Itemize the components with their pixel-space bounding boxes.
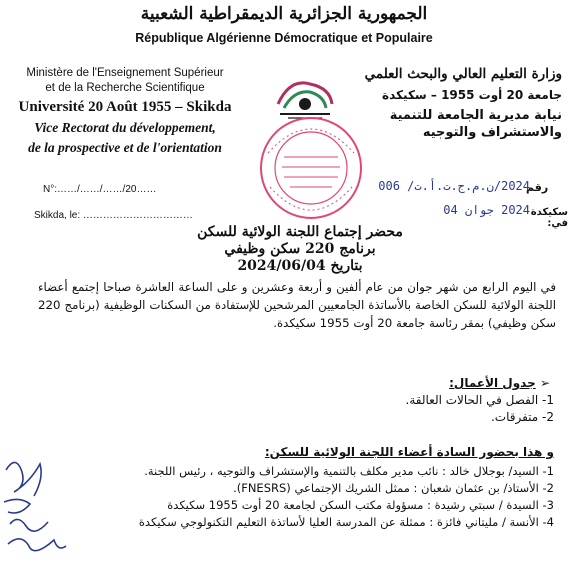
agenda-list bbox=[300, 392, 554, 426]
state-name-arabic: الجمهورية الجزائرية الديمقراطية الشعبية bbox=[140, 4, 428, 24]
members-list bbox=[10, 463, 554, 531]
list-item: 3- السيدة / سبتي رشيدة : مسؤولة مكتب السكن لجامعة 20 أوت 1955 سكيكدة bbox=[167, 498, 554, 512]
list-item: 2- متفرقات. bbox=[490, 410, 554, 424]
agenda-heading-text: جدول الأعمال: bbox=[449, 376, 536, 390]
arrow-bullet-icon: ➢ bbox=[535, 376, 550, 390]
vice-rectorat-line1: Vice Rectorat du développement, bbox=[34, 120, 216, 135]
reference-number-french: N°:……/……/……/20…… bbox=[43, 184, 157, 195]
document-title bbox=[160, 224, 440, 275]
agenda-heading bbox=[300, 376, 550, 390]
state-name-french: République Algérienne Démocratique et Populaire bbox=[135, 31, 433, 45]
list-item: 1- السيد/ بوجلال خالد : نائب مدير مكلف بالتنمية والإستشراف والتوجيه ، رئيس اللجنة. bbox=[144, 464, 554, 478]
signature-icon bbox=[0, 452, 70, 564]
vice-rectorat-line2: de la prospective et de l'orientation bbox=[28, 140, 222, 155]
ministry-line1: Ministère de l'Enseignement Supérieur bbox=[26, 67, 224, 79]
reference-date-arabic-label: سكيكدة في: bbox=[530, 207, 568, 229]
institution-block-arabic bbox=[344, 66, 562, 141]
reference-number-arabic-value: 2024/ن.م.ج.ت.أ.ت/ 006 bbox=[378, 179, 530, 193]
reference-date-french: Skikda, le: …………………………… bbox=[34, 210, 193, 221]
title-line1: محضر إجتماع اللجنة الولائية للسكن bbox=[197, 224, 403, 240]
intro-paragraph: في اليوم الرابع من شهر جوان من عام ألفين و أربعة وعشرين و على الساعة العاشرة صباحا إجتمع أعضاء اللجنة الولائية للسكن الخاصة بالأساتذة الجامعيين المرشحين للإستفادة من السكنات الوظيفية (برنامج 220 سكن وظيفي) بمقر رئاسة جامعة 20 أوت 1955 سكيكدة. bbox=[38, 280, 556, 330]
university-name-arabic: جامعة 20 أوت 1955 – سكيكدة bbox=[382, 88, 562, 102]
directorate-line1: نيابة مديرية الجامعة للتنمية bbox=[389, 108, 562, 123]
ministry-arabic: وزارة التعليم العالي والبحث العلمي bbox=[364, 66, 562, 82]
title-line3: بتاريخ 2024/06/04 bbox=[237, 258, 363, 274]
list-item: 4- الأنسة / مليتاني فائزة : ممثلة عن المدرسة العليا لأساتذة التعليم التكنولوجي سكيكدة bbox=[138, 515, 554, 529]
list-item: 2- الأستاذ/ بن عثمان شعبان : ممثل الشريك الإجتماعي (FNESRS). bbox=[233, 481, 554, 495]
institution-block-french bbox=[2, 66, 248, 156]
official-stamp-icon bbox=[256, 113, 366, 223]
directorate-line2: والاستشراف والتوجيه bbox=[422, 125, 562, 140]
list-item: 1- الفصل في الحالات العالقة. bbox=[405, 393, 554, 407]
ministry-line2: et de la Recherche Scientifique bbox=[45, 82, 205, 94]
university-name-french: Université 20 Août 1955 – Skikda bbox=[18, 99, 232, 115]
reference-number-arabic-label: رقم bbox=[526, 181, 549, 194]
reference-date-arabic-value: 2024 جوان 04 bbox=[443, 203, 530, 217]
title-line2: برنامج 220 سكن وظيفي bbox=[224, 241, 376, 257]
members-heading: و هذا بحضور السادة أعضاء اللجنة الولائية للسكن: bbox=[264, 445, 554, 459]
